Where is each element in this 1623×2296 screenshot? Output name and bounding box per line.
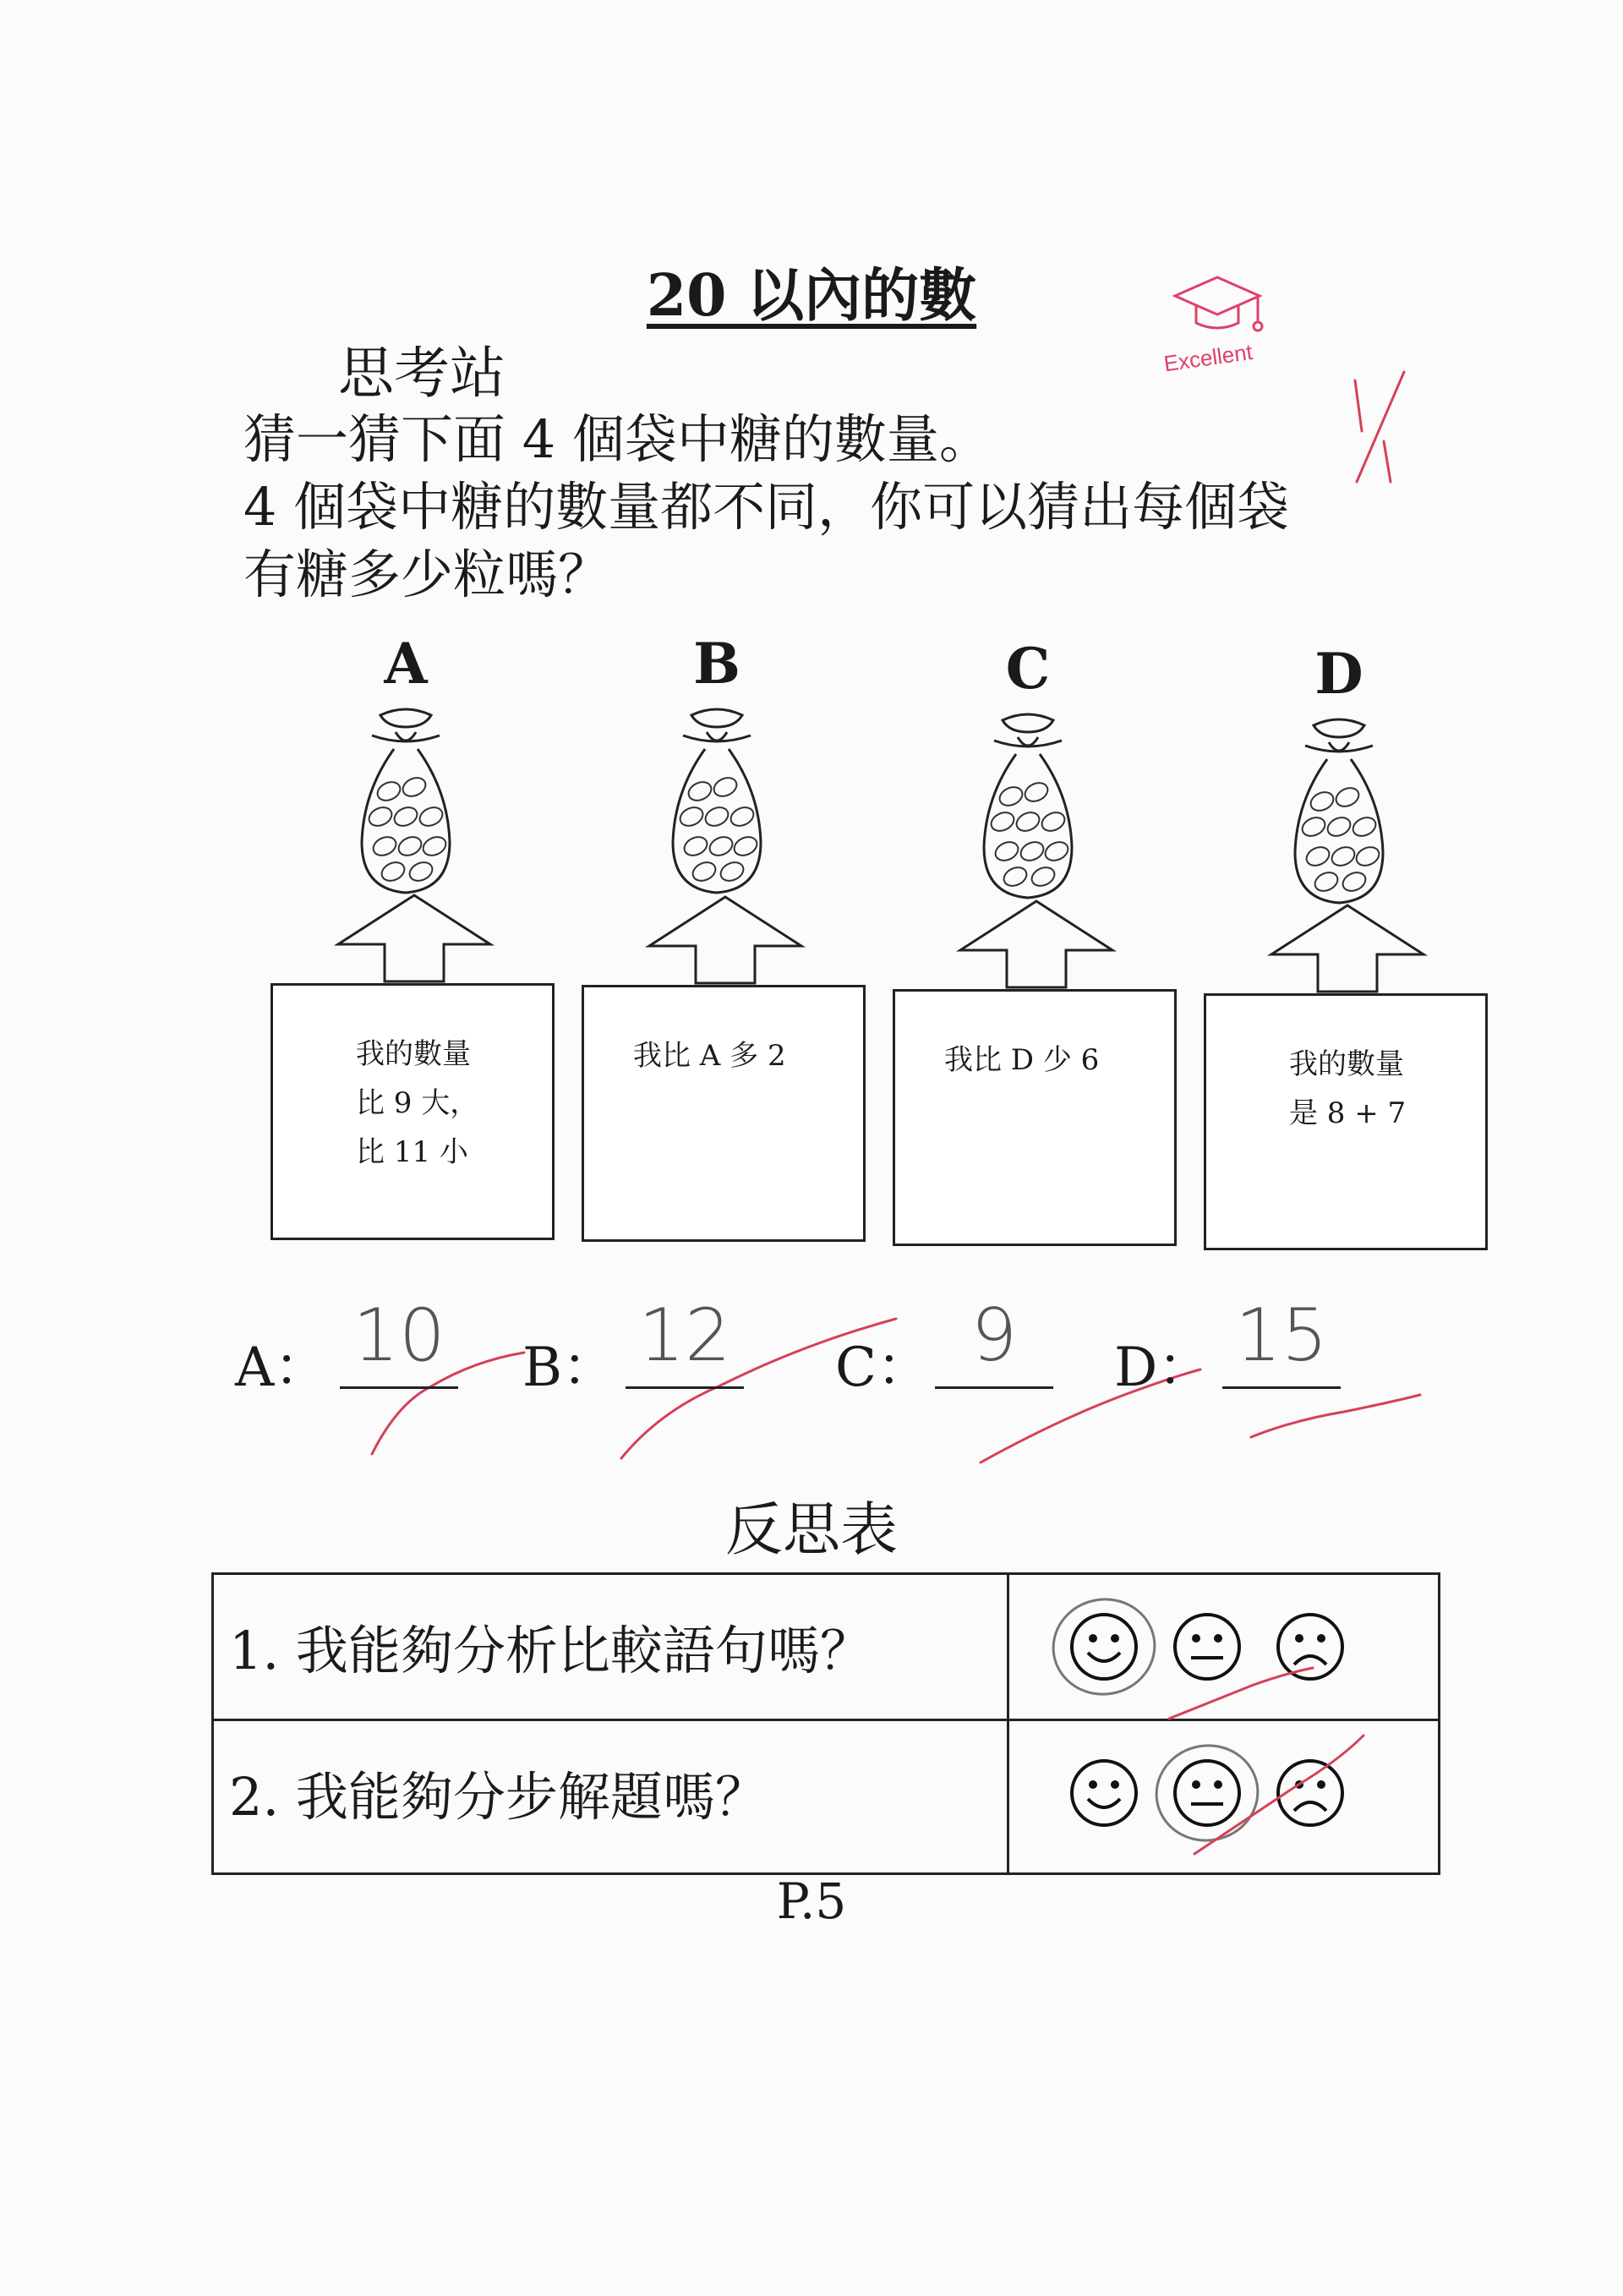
question-line-2: 4 個袋中糖的數量都不同，你可以猜出每個袋 <box>243 476 1290 538</box>
reflection-correction-marks <box>1059 1626 1448 1879</box>
stamp-text: Excellent <box>1161 338 1254 377</box>
candy-bag-icon <box>347 698 465 905</box>
clue-box-c <box>893 989 1177 1246</box>
answer-label-4: D： <box>1114 1337 1212 1399</box>
clue-box-d <box>1204 993 1488 1250</box>
bag-letter-a: A <box>384 631 428 697</box>
up-arrow-icon <box>330 892 499 988</box>
clue-line: 我的數量 <box>356 1037 471 1071</box>
answer-value-1: 10 <box>352 1293 445 1378</box>
reflection-question-2: 2. 我能夠分步解題嗎？ <box>229 1766 768 1828</box>
answer-label-1: A： <box>235 1337 329 1399</box>
answer-blank-line <box>935 1386 1053 1389</box>
clue-box-a <box>270 983 555 1240</box>
clue-line: 我比 D 少 6 <box>944 1043 1100 1077</box>
candy-bag-icon <box>1280 708 1398 915</box>
question-line-3: 有糖多少粒嗎？ <box>243 544 611 605</box>
reflection-table <box>211 1572 1440 1875</box>
clue-line: 我比 A 多 2 <box>633 1039 786 1073</box>
clue-line: 比 11 小 <box>356 1135 468 1169</box>
up-arrow-icon <box>952 898 1121 994</box>
clue-box-b <box>582 985 866 1242</box>
section-title: 思考站 <box>338 341 505 406</box>
bag-letter-c: C <box>1005 636 1051 702</box>
answer-value-2: 12 <box>638 1293 731 1378</box>
answer-blank-line <box>626 1386 744 1389</box>
clue-line: 我的數量 <box>1289 1047 1404 1081</box>
bag-letter-b: B <box>693 631 740 697</box>
page-number: P.5 <box>776 1872 847 1930</box>
excellent-stamp-icon <box>1158 271 1302 380</box>
bag-letter-d: D <box>1314 641 1363 707</box>
answer-blank-line <box>340 1386 458 1389</box>
answer-blank-line <box>1222 1386 1341 1389</box>
up-arrow-icon <box>641 894 810 990</box>
clue-line: 比 9 大， <box>356 1086 479 1120</box>
candy-bag-icon <box>969 703 1087 910</box>
question-line-1: 猜一猜下面 4 個袋中糖的數量。 <box>243 408 992 470</box>
answer-label-2: B： <box>522 1337 617 1399</box>
candy-bag-icon <box>658 698 776 905</box>
answer-label-3: C： <box>835 1337 931 1399</box>
grade-mark <box>1331 364 1424 490</box>
up-arrow-icon <box>1263 902 1432 998</box>
clue-line: 是 8 + 7 <box>1289 1096 1407 1130</box>
page-title: 20 以內的數 <box>646 262 977 330</box>
reflection-title: 反思表 <box>724 1497 898 1564</box>
answer-value-4: 15 <box>1235 1293 1328 1378</box>
reflection-question-1: 1. 我能夠分析比較語句嗎？ <box>229 1620 872 1681</box>
answer-value-3: 9 <box>970 1293 1018 1378</box>
